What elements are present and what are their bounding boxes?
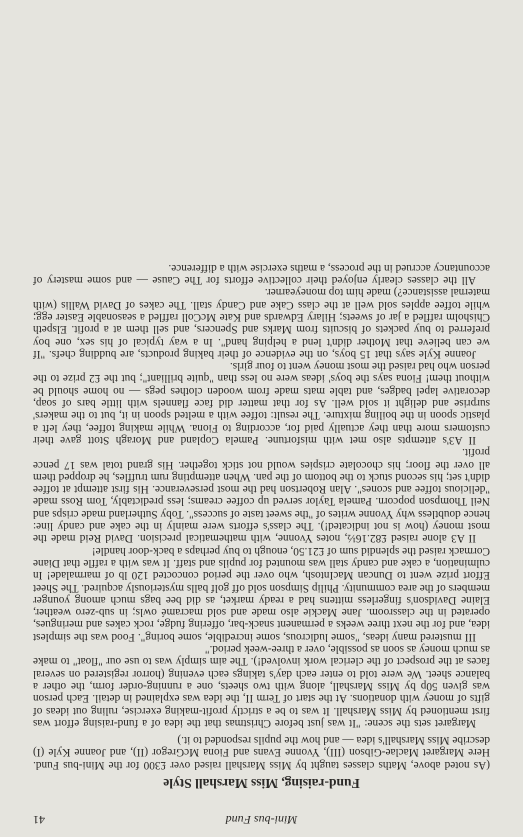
paragraph: All the classes clearly enjoyed their collective efforts for The Cause — and some mastery of accountancy accrued in the process, a maths exercise with a difference. bbox=[33, 261, 490, 287]
intro-note: (As noted above, Maths classes taught by Miss Marshall raised over £300 for the Mini-bus Fund. Here Margaret Maclae-Gibson (III), Yvonne Evans and Fiona McGregor (II), and Joanne Kyle (I) describe Miss Marshall's idea — and how the pupils responded to it.) bbox=[33, 734, 490, 771]
running-title: Mini-bus Fund bbox=[225, 813, 298, 827]
paragraph: II A3's attempts also met with misfortune. Pamela Copland and Moragh Stott gave their customers more than they actually paid for, according to Fiona. While making toffee, they left a plastic spoon in the boiling mixture. The result: toffee with a melted spoon in it, but to the makers' surprise and delight it sold well. As for that matter did face flannels with little bars of soap, decorative lapel badges, and table mats made from wooden clothes pegs — no home should be without them! Fiona says the boys' ideas were no less than "quite brilliant"; but the £2 prize to the person who had raised the most money went to four girls. bbox=[33, 360, 490, 446]
paragraph: Margaret sets the scene: "It was just before Christmas that the idea of a fund-raising effort was first mentioned by Miss Marshall. It was to be a strictly profit-making exercise, ruling out ideas of gifts of money with donations. At the start of Term II, the idea was explained in detail. Each person was given 50p by Miss Marshall, along with two sheets, one a running-order form, the other a balance sheet. We were told to enter each day's takings each evening (horror registered on several faces at the prospect of the clerical work involved!). The aim simply was to use our "float" to make as much money as soon as possible, over a three-week period." bbox=[33, 643, 490, 729]
paragraph: II A3 alone raised £82.16½, notes Yvonne, with mathematical precision. David Reid made the most money (how is not indicated!). The class's efforts were mainly in the cake and candy line: hence doubtless why Yvonne writes of "the sweet taste of success". Toby Sutherland made crisps and Neil Thompson popcorn. Pamela Taylor served up coffee creams; less predictably, Tom Ross made "delicious toffee and scones". Alan Robertson had the most perseverance. His first attempt at toffee didn't set; his second stuck to the bottom of the pan. When attempting rum truffles, he dropped them all over the floor; his chocolate crispies would not stick together. His grand total was 17 pence profit. bbox=[33, 446, 490, 545]
page-number: 41 bbox=[33, 813, 45, 827]
paragraph: III mustered many ideas, "some ludicrous, some incredible, some boring". Food was the simplest idea, and for the next three weeks a permanent snack-bar, offering fudge, rock cakes and meringues, operated in the classroom. Jane Mackie also made and sold macramé owls; in sub-zero weather, Elaine Davidson's fingerless mittens had a ready market, as did bee bags much among younger members of the area community. Philip Simpson sold off golf balls mysteriously acquired. The Sheet Effort prize went to Duncan MacIntosh, who over the period concocted 120 lb of marmalade! In culmination, a cake and candy stall was mounted for pupils and staff. It was with a raffle that Diane Cormack raised the splendid sum of £21.50, enough to buy perhaps a back-door handle! bbox=[33, 544, 490, 643]
section-title: Fund-raising, Miss Marshall Style bbox=[163, 776, 360, 791]
paragraph: Joanne Kyle says that 15 boys, on the evidence of their baking products, are budding chefs. "If we can believe that Mother didn't lend a helping hand". In a way typical of his sex, one boy preferred to buy packets of biscuits from Marks and Spencers, and sell them at a profit. Elspeth Chisholm raffled a jar of sweets; Hilary Edwards and Kate McColl raffled a seasonable Easter egg; while toffee apples sold well at the class Cake and Candy stall. The cakes of David Wallis (with maternal assistance?) made him top moneyearner. bbox=[33, 286, 490, 360]
running-header bbox=[33, 811, 490, 827]
article-body bbox=[33, 262, 490, 789]
